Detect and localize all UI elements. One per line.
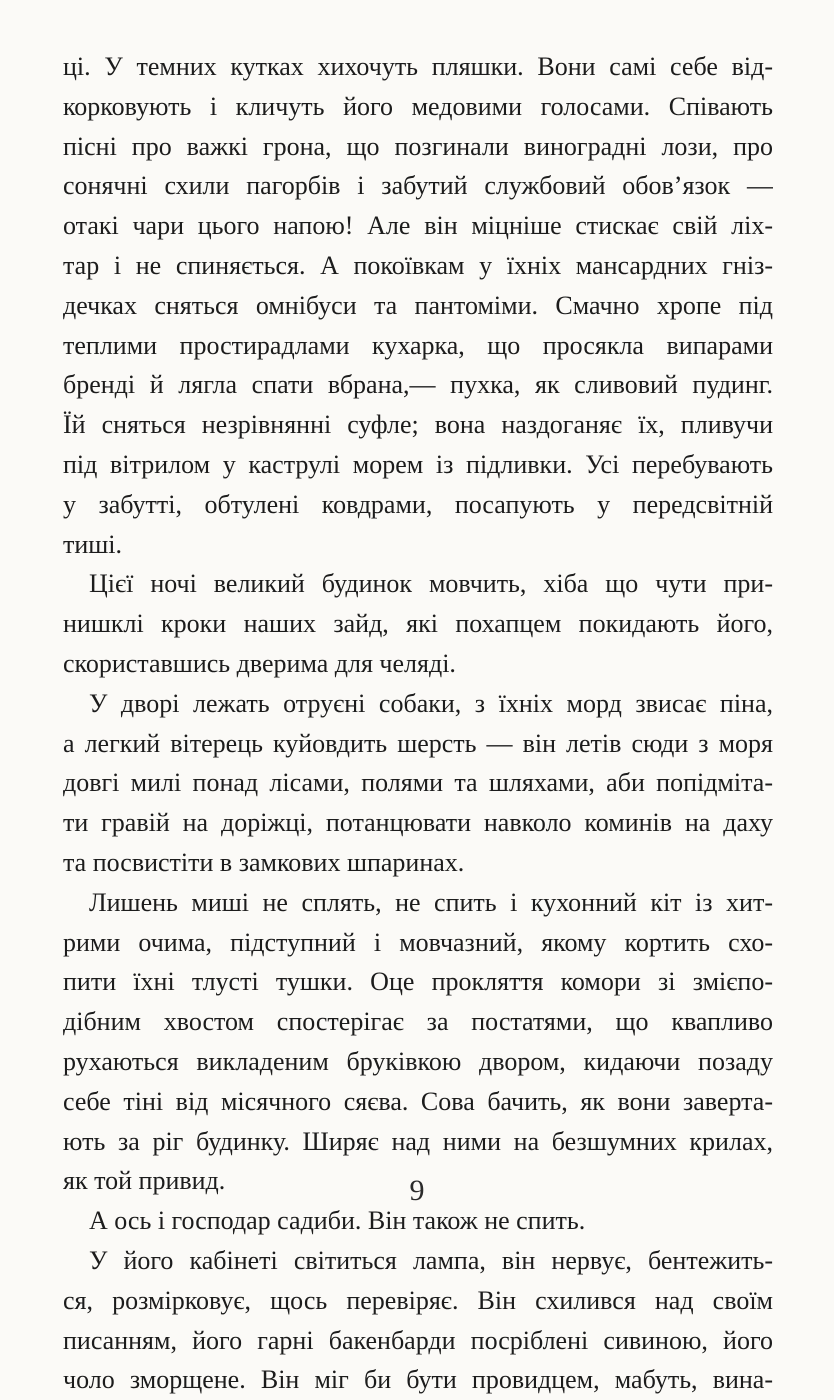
text-line: себе тіні від місячного сяєва. Сова бачить, як вони заверта- — [63, 1086, 773, 1116]
text-line: нишклі кроки наших зайд, які похапцем покидають його, — [63, 609, 773, 639]
text-line: А ось і господар садиби. Він також не спить. — [89, 1206, 586, 1236]
text-line: та посвистіти в замкових шпаринах. — [63, 847, 465, 877]
paragraph-2 — [63, 564, 773, 683]
text-line: тиші. — [63, 529, 123, 559]
text-line: ці. У темних кутках хихочуть пляшки. Вони самі себе від- — [63, 52, 773, 81]
text-line: корковують і кличуть його медовими голосами. Співають — [63, 91, 773, 121]
text-line: дібним хвостом спостерігає за постатями, що квапливо — [63, 1007, 773, 1037]
text-line: пісні про важкі грона, що позгинали виноградні лози, про — [63, 131, 773, 161]
text-line: тар і не спиняється. А покоївкам у їхніх мансардних гніз- — [63, 250, 773, 280]
paragraph-4 — [63, 883, 773, 1201]
text-line: ють за ріг будинку. Ширяє над ними на безшумних крилах, — [63, 1126, 773, 1156]
text-line: отакі чари цього напою! Але він міцніше стискає свій ліх- — [63, 211, 773, 241]
text-line: дечках сняться омнібуси та пантоміми. Смачно хропе під — [63, 290, 773, 320]
text-line: сонячні схили пагорбів і забутий службовий обов’язок — — [63, 171, 773, 201]
text-line: пити їхні тлусті тушки. Оце прокляття комори зі змієпо- — [63, 967, 773, 997]
text-line: довгі милі понад лісами, полями та шляхами, аби попідміта- — [63, 768, 773, 798]
text-line: теплими простирадлами кухарка, що просякла випарами — [63, 330, 773, 360]
text-line: Цієї ночі великий будинок мовчить, хіба що чути при- — [89, 569, 773, 599]
text-line: під вітрилом у каструлі морем із підливки. Усі перебувають — [63, 449, 773, 479]
text-line: як той привид. — [63, 1166, 226, 1196]
text-line: рими очима, підступний і мовчазний, якому кортить схо- — [63, 927, 773, 957]
text-line: скориставшись дверима для челяді. — [63, 648, 456, 678]
text-line: рухаються викладеним бруківкою двором, кидаючи позаду — [63, 1046, 773, 1076]
text-line: У його кабінеті світиться лампа, він нервує, бентежить- — [89, 1245, 773, 1275]
paragraph-6 — [63, 1241, 773, 1400]
text-line: бренді й лягла спати вбрана,— пухка, як сливовий пудинг. — [63, 370, 773, 400]
text-line: писанням, його гарні бакенбарди посріблені сивиною, його — [63, 1325, 773, 1355]
text-line: Лишень миші не сплять, не спить і кухонний кіт із хит- — [89, 887, 773, 917]
text-line: а легкий вітерець куйовдить шерсть — він летів сюди з моря — [63, 728, 773, 758]
paragraph-3 — [63, 684, 773, 883]
page-number: 9 — [409, 1174, 425, 1207]
text-line: Їй сняться незрівнянні суфле; вона наздоганяє їх, пливучи — [63, 410, 773, 440]
text-line: ся, розмірковує, щось перевіряє. Він схилився над своїм — [63, 1285, 773, 1315]
text-line: чоло зморщене. Він міг би бути провидцем, мабуть, вина- — [63, 1365, 773, 1395]
text-line: у забутті, обтулені ковдрами, посапують у передсвітній — [63, 489, 773, 519]
text-line: ти гравій на доріжці, потанцювати навколо коминів на даху — [63, 808, 773, 838]
paragraph-1 — [63, 47, 773, 564]
text-line: У дворі лежать отруєні собаки, з їхніх морд звисає піна, — [89, 688, 773, 718]
